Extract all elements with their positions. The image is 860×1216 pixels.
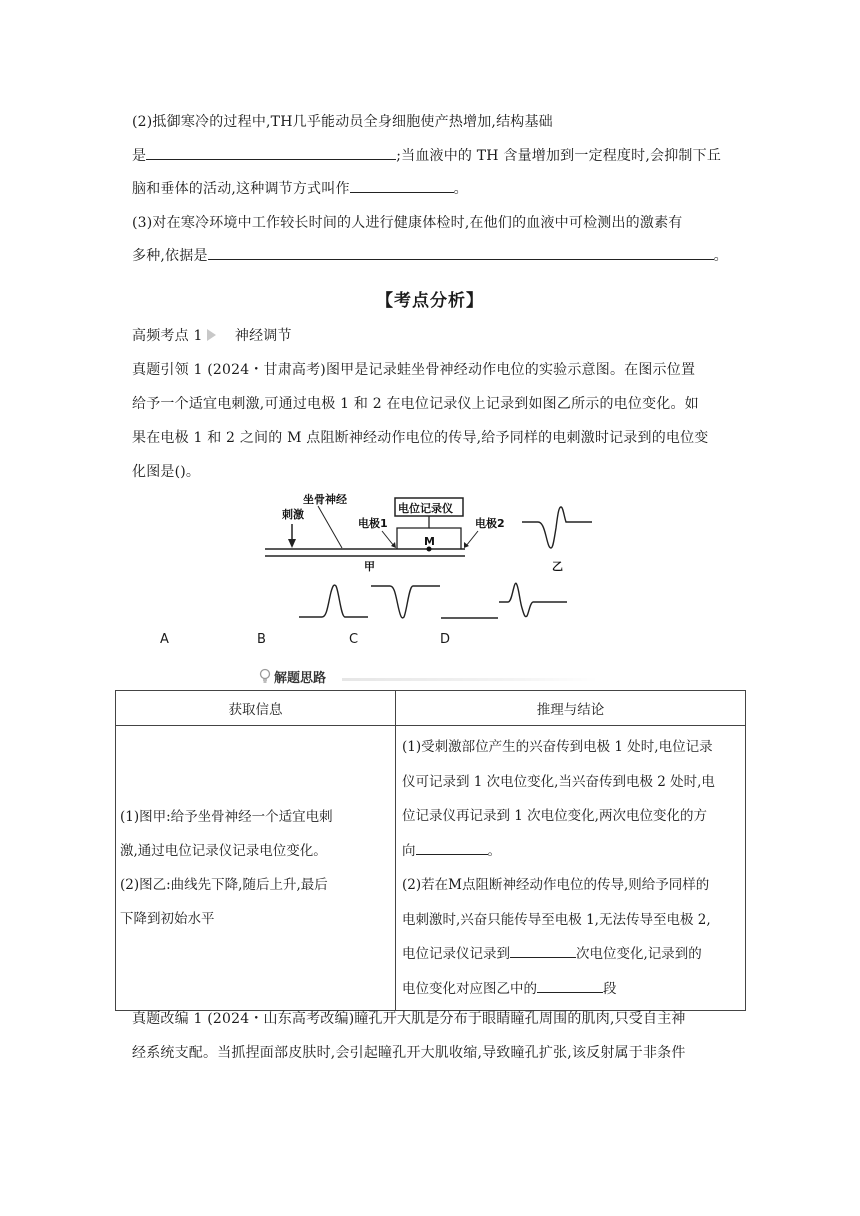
stimulus-arrow-head [288,539,296,548]
answer-blank[interactable] [416,842,488,855]
table-cell-info: (1)图甲:给予坐骨神经一个适宜电刺 激,通过电位记录仪记录电位变化。 (2)图乙:曲线先下降,随后上升,最后 下降到初始水平 [116,726,396,1011]
q2-line-3: 脑和垂体的活动,这种调节方式叫作 。 [132,181,468,197]
followup-line-1: 真题改编 1 (2024・山东高考改编)瞳孔开大肌是分布于眼睛瞳孔周围的肌肉,只受自主神 [132,1011,686,1027]
option-a-label[interactable]: A [160,632,169,647]
electrode-2-label: 电极2 [475,517,505,530]
figure-jia-label: 甲 [364,560,375,573]
thinking-label: 解题思路 [274,671,327,686]
option-b-waveform [371,586,440,618]
topic-heading: 高频考点 1 神经调节 [132,328,292,344]
sciatic-nerve-label: 坐骨神经 [303,493,347,506]
waveform-yi [522,507,592,548]
thinking-divider [342,678,598,681]
electrode-1-pointer [382,531,394,546]
question-line-3: 果在电极 1 和 2 之间的 M 点阻断神经动作电位的传导,给予同样的电刺激时记录到的电位变 [132,430,709,446]
point-m-label: M [424,535,435,548]
figure-yi-label: 乙 [552,560,563,573]
question-line-2: 给予一个适宜电刺激,可通过电极 1 和 2 在电位记录仪上记录到如图乙所示的电位变化。如 [132,396,699,412]
answer-blank[interactable] [510,945,576,958]
lightbulb-icon [258,668,272,684]
option-b-label[interactable]: B [257,632,266,647]
table-header-right: 推理与结论 [396,691,746,726]
option-d-waveform [499,583,567,616]
option-c-label[interactable]: C [349,632,359,647]
q3-line-2: 多种,依据是 。 [132,248,728,264]
question-line-1: 真题引领 1 (2024・甘肃高考)图甲是记录蛙坐骨神经动作电位的实验示意图。在图示位置 [132,362,696,378]
option-d-label[interactable]: D [440,632,451,647]
electrode-2-pointer [466,531,478,546]
option-a-waveform [299,585,368,617]
section-title: 【考点分析】 [376,291,484,311]
thinking-banner [258,666,603,686]
q2-line-2: 是 ;当血液中的 TH 含量增加到一定程度时,会抑制下丘 [132,148,722,164]
electrode-1-label: 电极1 [358,517,388,530]
question-line-4: 化图是()。 [132,464,201,480]
sciatic-nerve-pointer [318,506,342,548]
q3-line-1: (3)对在寒冷环境中工作较长时间的人进行健康体检时,在他们的血液中可检测出的激素有 [132,215,683,231]
q2-line-1: (2)抵御寒冷的过程中,TH几乎能动员全身细胞使产热增加,结构基础 [132,114,553,130]
table-cell-reasoning: (1)受刺激部位产生的兴奋传到电极 1 处时,电位记录 仪可记录到 1 次电位变化,当兴奋传到电极 2 处时,电 位记录仪再记录到 1 次电位变化,两次电位变化的方 向 。 (2)若在M点阻断神经动作电位的传导,则给予同样的 电刺激时,兴奋只能传导至电极 1,无法传导至电极 2, 电位记录仪记录到 次电位变化,记录到的 电位变化对应图乙中的 段 [396,726,746,1011]
followup-line-2: 经系统支配。当抓捏面部皮肤时,会引起瞳孔开大肌收缩,导致瞳孔扩张,该反射属于非条件 [132,1045,686,1061]
recorder-label: 电位记录仪 [398,502,453,515]
analysis-table [115,690,746,1011]
answer-blank[interactable] [537,980,603,993]
table-header-left: 获取信息 [116,691,396,726]
stimulus-label: 刺激 [282,508,304,521]
